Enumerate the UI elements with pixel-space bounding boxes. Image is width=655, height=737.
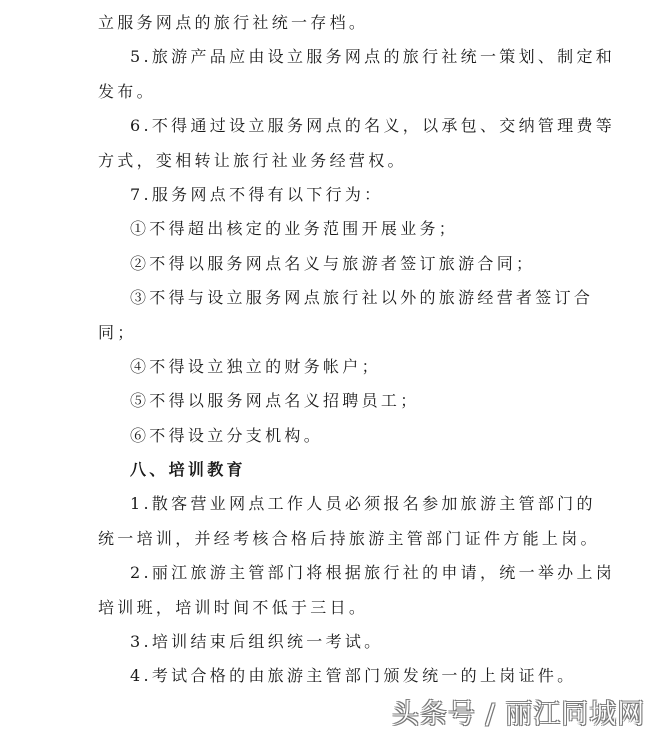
text-line: 2.丽江旅游主管部门将根据旅行社的申请，统一举办上岗	[130, 563, 616, 583]
text-line: ③不得与设立服务网点旅行社以外的旅游经营者签订合	[130, 288, 594, 308]
text-line: 4.考试合格的由旅游主管部门颁发统一的上岗证件。	[130, 666, 577, 686]
section-heading: 八、培训教育	[130, 460, 246, 480]
watermark: 头条号 / 丽江同城网	[392, 699, 646, 730]
text-line: 3.培训结束后组织统一考试。	[130, 632, 384, 652]
text-line: ①不得超出核定的业务范围开展业务；	[130, 219, 459, 239]
text-line: 方式，变相转让旅行社业务经营权。	[98, 150, 407, 170]
text-line: 6.不得通过设立服务网点的名义，以承包、交纳管理费等	[130, 116, 616, 136]
text-line: 1.散客营业网点工作人员必须报名参加旅游主管部门的	[130, 494, 596, 514]
text-line: 7.服务网点不得有以下行为：	[130, 184, 384, 204]
text-line: 同；	[98, 322, 137, 342]
text-line: 5.旅游产品应由设立服务网点的旅行社统一策划、制定和	[130, 47, 616, 67]
text-line: ⑤不得以服务网点名义招聘员工；	[130, 391, 420, 411]
text-line: 发布。	[98, 81, 156, 101]
text-line: ⑥不得设立分支机构。	[130, 425, 324, 445]
text-line: 培训班，培训时间不低于三日。	[98, 597, 369, 617]
document-body	[98, 6, 616, 694]
text-line: ②不得以服务网点名义与旅游者签订旅游合同；	[130, 253, 536, 273]
text-line: 立服务网点的旅行社统一存档。	[98, 13, 369, 32]
text-line: 统一培训，并经考核合格后持旅游主管部门证件方能上岗。	[98, 528, 600, 548]
text-line: ④不得设立独立的财务帐户；	[130, 356, 381, 376]
